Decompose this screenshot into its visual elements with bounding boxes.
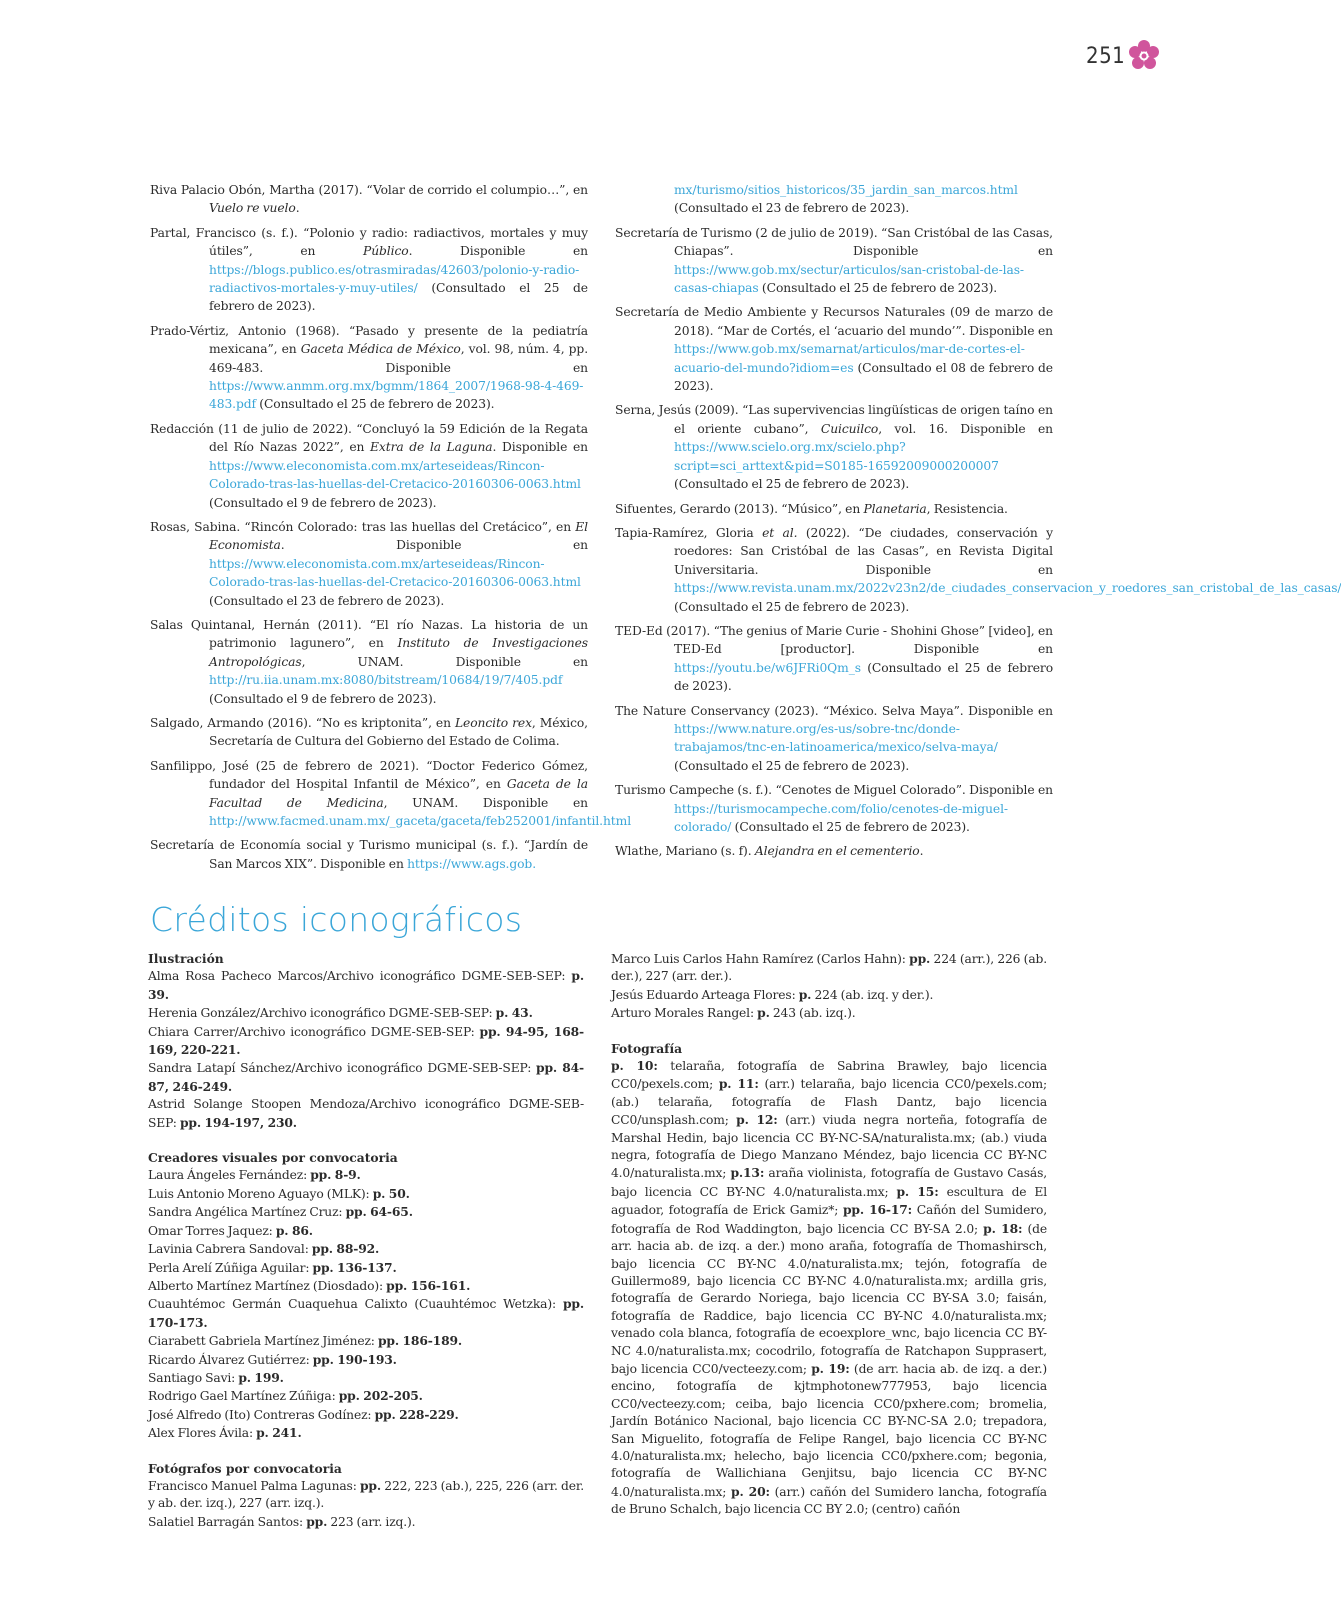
photo-credit-text: araña violinista, fotografía de Gustavo Casás, bajo licencia CC BY-NC 4.0/naturalista.mx;	[611, 1166, 1047, 1199]
credit-name: Astrid Solange Stoopen Mendoza/Archivo iconográfico DGME-SEB-SEP:	[148, 1097, 584, 1130]
photographers-list-continued	[611, 950, 1047, 1023]
reference-text: .	[919, 844, 924, 859]
reference-title: Leoncito rex	[454, 715, 532, 730]
photo-credit-text: escultura de El aguador, fotografía de Erick Gamiz*;	[611, 1184, 1048, 1218]
reference-entry	[150, 757, 632, 831]
credit-name: Arturo Morales Rangel:	[611, 1006, 758, 1021]
reference-text: Tapia-Ramírez, Gloria	[615, 525, 763, 540]
credit-name: Chiara Carrer/Archivo iconográfico DGME-SEB-SEP:	[148, 1024, 480, 1039]
photo-credit-text: telaraña, fotografía de Sabrina Brawley, bajo licencia CC0/pexels.com;	[611, 1059, 1048, 1092]
reference-entry	[615, 781, 1053, 836]
credit-pages: pp. 84-87, 246-249.	[148, 1060, 585, 1094]
reference-text: . Disponible en	[280, 538, 588, 553]
reference-consulted-date: (Consultado el 25 de febrero de 2023).	[255, 397, 495, 412]
credit-name: Rodrigo Gael Martínez Zúñiga:	[148, 1389, 339, 1404]
photo-credit-text: (arr.) telaraña, bajo licencia CC0/pexels.com; (ab.) telaraña, fotografía de Flash Dantz, bajo licencia CC0/unsplash.com;	[611, 1077, 1048, 1128]
reference-entry	[150, 420, 588, 512]
credit-pages: p. 86.	[275, 1222, 313, 1238]
credit-pages: pp. 228-229.	[374, 1406, 459, 1422]
credit-name: Marco Luis Carlos Hahn Ramírez (Carlos Hahn):	[611, 952, 910, 966]
reference-link[interactable]: https://youtu.be/w6JFRi0Qm_s	[674, 660, 861, 675]
credit-line	[148, 1240, 584, 1258]
credit-pages: pp. 194-197, 230.	[179, 1114, 297, 1130]
references-right-column	[615, 181, 1341, 867]
photo-credit-text: Cañón del Sumidero, fotografía de Rod Waddington, bajo licencia CC BY-SA 2.0;	[611, 1203, 1047, 1236]
reference-text: , UNAM. Disponible en	[383, 795, 588, 810]
reference-link[interactable]: http://www.facmed.unam.mx/_gaceta/gaceta/feb252001/infantil.html	[209, 814, 632, 828]
credits-left-column	[148, 950, 584, 1531]
credit-line	[148, 1295, 584, 1332]
credit-line	[148, 1332, 584, 1350]
credit-pages-detail: 224 (ab. izq. y der.).	[811, 987, 934, 1002]
credit-pages: pp. 94-95, 168-169, 220-221.	[148, 1023, 584, 1058]
credit-name: Salatiel Barragán Santos:	[148, 1514, 307, 1529]
photo-page-ref: p. 18:	[983, 1220, 1023, 1236]
reference-entry	[615, 401, 1053, 493]
credit-name: Alma Rosa Pacheco Marcos/Archivo iconográfico DGME-SEB-SEP:	[148, 969, 572, 984]
reference-title: Planetaria	[863, 501, 927, 516]
credit-pages-detail: 243 (ab. izq.).	[769, 1006, 856, 1021]
reference-consulted-date: (Consultado el 25 de febrero de 2023).	[731, 820, 970, 834]
reference-text: Wlathe, Mariano (s. f).	[615, 844, 755, 859]
reference-entry	[150, 616, 588, 708]
credits-right-column	[611, 950, 1047, 1519]
reference-link[interactable]: https://www.anmm.org.mx/bgmm/1864_2007/1968-98-4-469-483.pdf	[209, 379, 584, 412]
credit-line	[148, 1185, 584, 1203]
credit-name: Luis Antonio Moreno Aguayo (MLK):	[148, 1186, 373, 1201]
reference-entry	[150, 714, 588, 751]
credit-line	[148, 1513, 584, 1531]
reference-text: Redacción (11 de julio de 2022). “Concluyó la 59 Edición de la Regata del Río Nazas 2022”, en	[150, 421, 588, 455]
credit-line	[611, 986, 1047, 1004]
credit-line	[611, 950, 1047, 986]
reference-title: Gaceta de la Facultad de Medicina	[209, 777, 588, 810]
reference-text: . Disponible en	[492, 440, 588, 455]
reference-consulted-date: (Consultado el 9 de febrero de 2023).	[209, 691, 437, 706]
page-number: 251	[1086, 44, 1126, 69]
credit-pages: pp. 88-92.	[311, 1241, 380, 1257]
reference-title: Alejandra en el cementerio	[754, 844, 920, 859]
credit-line	[148, 1166, 584, 1184]
reference-consulted-date: (Consultado el 23 de febrero de 2023).	[674, 201, 910, 216]
credit-name: Alex Flores Ávila:	[148, 1426, 257, 1441]
photo-page-ref: pp. 16-17:	[842, 1202, 913, 1218]
credit-pages: pp. 136-137.	[312, 1259, 397, 1275]
credit-pages: p. 39.	[148, 968, 584, 1002]
credit-line	[148, 1369, 584, 1387]
credit-pages: p. 199.	[238, 1369, 284, 1385]
reference-text: Secretaría de Medio Ambiente y Recursos Naturales (09 de marzo de 2018). “Mar de Cortés, el ‘acuario del mundo’”. Disponible en	[615, 305, 1053, 338]
credit-pages: pp. 170-173.	[148, 1296, 584, 1330]
photography-credits-paragraph	[611, 1057, 1047, 1519]
reference-text: Prado-Vértiz, Antonio (1968). “Pasado y presente de la pediatría mexicana”, en	[150, 323, 588, 357]
credit-pages: p. 50.	[372, 1185, 410, 1201]
photo-page-ref: p. 11:	[718, 1076, 759, 1092]
reference-link[interactable]: https://blogs.publico.es/otrasmiradas/42603/polonio-y-radio-radiactivos-mortales-y-muy-utiles/	[209, 262, 580, 296]
references-left-column	[150, 181, 632, 879]
credit-line	[611, 1004, 1047, 1022]
reference-text: Secretaría de Turismo (2 de julio de 2019). “San Cristóbal de las Casas, Chiapas”. Disponible en	[615, 225, 1053, 259]
reference-title: Extra de la Laguna	[370, 440, 493, 455]
reference-text: Secretaría de Economía social y Turismo municipal (s. f.). “Jardín de San Marcos XIX”. Disponible en	[150, 838, 588, 871]
reference-title: Vuelo re vuelo	[209, 201, 296, 216]
reference-title: Público	[363, 244, 409, 259]
credit-name: Alberto Martínez Martínez (Diosdado):	[148, 1278, 387, 1293]
credit-name: José Alfredo (Ito) Contreras Godínez:	[148, 1407, 375, 1422]
credit-pages: p.	[757, 1005, 770, 1021]
credit-pages: pp.	[306, 1513, 328, 1529]
credit-pages: pp. 64-65.	[345, 1204, 413, 1220]
photographers-heading: Fotógrafos por convocatoria	[148, 1460, 342, 1476]
photo-credit-text: (de arr. hacia ab. de izq. a der.) encino, fotografía de kjtmphotonew777953, bajo licencia CC0/vecteezy.com; ceiba, bajo licencia CC0/pxhere.com; bromelia, Jardín Botánico Nacional, bajo licencia CC BY-NC-SA 2.0; trepadora, San Miguelito, fotografía de Felipe Rangel, bajo licencia CC BY-NC 4.0/naturalista.mx; helecho, bajo licencia CC0/pxhere.com; begonia, fotografía de Wallichiana Genjitsu, bajo licencia CC BY-NC 4.0/naturalista.mx;	[611, 1361, 1047, 1499]
credit-line	[148, 1004, 584, 1022]
reference-consulted-date: (Consultado el 25 de febrero de 2023).	[209, 281, 588, 314]
credit-pages: p.	[798, 986, 812, 1002]
flower-ornament-icon	[1126, 38, 1162, 74]
credit-pages: pp. 186-189.	[377, 1333, 463, 1349]
credit-name: Jesús Eduardo Arteaga Flores:	[611, 987, 799, 1002]
photo-page-ref: p. 19:	[811, 1360, 850, 1376]
reference-text: , Resistencia.	[926, 501, 1008, 516]
credit-name: Omar Torres Jaquez:	[148, 1223, 276, 1238]
reference-text: (2022). “De ciudades, conservación y roedores: San Cristóbal de las Casas”, en Revista Digital Universitaria. Disponible en	[674, 525, 1054, 577]
credit-line	[148, 1222, 584, 1240]
reference-link[interactable]: mx/turismo/sitios_historicos/35_jardin_san_marcos.html	[674, 183, 1018, 197]
credit-name: Cuauhtémoc Germán Cuaquehua Calixto (Cuauhtémoc Wetzka):	[148, 1297, 563, 1312]
credit-line	[148, 1351, 584, 1369]
credit-pages-detail: 222, 223 (ab.), 225, 226 (arr. der. y ab. der. izq.), 227 (arr. izq.).	[148, 1478, 584, 1511]
reference-link[interactable]: https://www.gob.mx/sectur/articulos/san-cristobal-de-las-casas-chiapas	[674, 262, 1024, 296]
credit-line	[148, 1259, 584, 1277]
credits-title: Créditos iconográficos	[150, 900, 523, 939]
credit-line	[148, 1023, 584, 1060]
reference-consulted-date: (Consultado el 25 de febrero de 2023).	[674, 477, 910, 492]
credit-pages: pp. 202-205.	[338, 1388, 423, 1404]
reference-entry	[150, 518, 588, 610]
credit-pages: p. 241.	[256, 1425, 302, 1441]
reference-link[interactable]: http://ru.iia.unam.mx:8080/bitstream/10684/19/7/405.pdf	[209, 673, 563, 688]
reference-title: El Economista	[209, 519, 588, 553]
credit-name: Santiago Savi:	[148, 1370, 239, 1385]
reference-entry	[615, 181, 1053, 218]
credit-name: Sandra Latapí Sánchez/Archivo iconográfico DGME-SEB-SEP:	[148, 1061, 537, 1076]
credit-pages: pp. 190-193.	[312, 1351, 397, 1367]
reference-consulted-date: (Consultado el 25 de febrero de 2023).	[674, 599, 910, 614]
reference-title: Gaceta Médica de México	[300, 342, 461, 357]
credit-name: Ricardo Álvarez Gutiérrez:	[148, 1352, 313, 1367]
reference-entry	[150, 181, 588, 218]
credit-line	[148, 967, 584, 1004]
credit-pages-detail: 223 (arr. izq.).	[327, 1514, 416, 1529]
visual-creators-heading: Creadores visuales por convocatoria	[148, 1150, 398, 1166]
reference-text: , México, Secretaría de Cultura del Gobierno del Estado de Colima.	[209, 715, 588, 749]
credit-name: Francisco Manuel Palma Lagunas:	[148, 1478, 360, 1493]
illustration-heading: Ilustración	[148, 951, 224, 966]
photo-credit-text: (arr.) cañón del Sumidero lancha, fotografía de Bruno Schalch, bajo licencia CC BY 2.0; (centro) cañón	[611, 1484, 1047, 1517]
reference-consulted-date: (Consultado el 23 de febrero de 2023).	[209, 593, 445, 608]
credit-line	[148, 1096, 584, 1132]
reference-link[interactable]: https://www.scielo.org.mx/scielo.php?script=sci_arttext&pid=S0185-16592009000200007	[674, 440, 999, 473]
credit-line	[148, 1406, 584, 1424]
reference-text: Turismo Campeche (s. f.). “Cenotes de Miguel Colorado”. Disponible en	[615, 783, 1053, 798]
illustration-list	[148, 967, 584, 1132]
credit-line	[148, 1203, 584, 1221]
photo-page-ref: p. 20:	[731, 1483, 770, 1499]
reference-text: Riva Palacio Obón, Martha (2017). “Volar de corrido el columpio…”, en	[150, 183, 588, 197]
reference-link[interactable]: https://www.nature.org/es-us/sobre-tnc/donde-trabajamos/tnc-en-latinoamerica/mexico/selva-maya/	[674, 721, 998, 755]
reference-text: TED-Ed (2017). “The genius of Marie Curie - Shohini Ghose” [video], en TED-Ed [productor]. Disponible en	[615, 623, 1053, 657]
reference-entry	[615, 500, 1053, 518]
reference-entry	[615, 842, 1053, 860]
reference-text: . Disponible en	[408, 244, 588, 259]
credit-line	[148, 1277, 584, 1295]
reference-link[interactable]: https://www.gob.mx/semarnat/articulos/mar-de-cortes-el-acuario-del-mundo?idiom=es	[674, 342, 1025, 375]
reference-title: et al.	[762, 525, 798, 540]
reference-text: Serna, Jesús (2009). “Las supervivencias lingüísticas de origen taíno en el oriente cubano”,	[615, 403, 1053, 436]
credit-name: Lavinia Cabrera Sandoval:	[148, 1242, 312, 1257]
reference-entry	[615, 224, 1053, 298]
reference-text: Sanfilippo, José (25 de febrero de 2021). “Doctor Federico Gómez, fundador del Hospital Infantil de México”, en	[150, 758, 588, 792]
visual-creators-list	[148, 1166, 584, 1442]
reference-entry	[615, 524, 1341, 616]
credit-pages: p. 43.	[495, 1005, 533, 1021]
reference-consulted-date: (Consultado el 25 de febrero de 2023).	[674, 660, 1053, 694]
reference-consulted-date: (Consultado el 9 de febrero de 2023).	[209, 495, 437, 510]
reference-link[interactable]: https://www.revista.unam.mx/2022v23n2/de_ciudades_conservacion_y_roedores_san_cristobal_de_las_casas/	[674, 581, 1341, 596]
credit-name: Herenia González/Archivo iconográfico DGME-SEB-SEP:	[148, 1006, 496, 1021]
credit-name: Ciarabett Gabriela Martínez Jiménez:	[148, 1334, 378, 1349]
reference-entry	[150, 836, 588, 873]
reference-title: Instituto de Investigaciones Antropológicas	[209, 636, 588, 669]
reference-entry	[615, 303, 1053, 395]
credit-name: Perla Arelí Zúñiga Aguilar:	[148, 1260, 313, 1275]
reference-text: Rosas, Sabina. “Rincón Colorado: tras las huellas del Cretácico”, en	[150, 519, 576, 534]
credit-pages: pp.	[909, 951, 931, 966]
reference-consulted-date: (Consultado el 25 de febrero de 2023).	[674, 758, 910, 773]
reference-entry	[615, 622, 1053, 696]
reference-entry	[150, 224, 588, 316]
reference-link[interactable]: https://www.eleconomista.com.mx/arteseideas/Rincon-Colorado-tras-las-huellas-del-Cretacico-20160306-0063.html	[209, 556, 581, 590]
reference-link[interactable]: https://turismocampeche.com/folio/cenotes-de-miguel-colorado/	[674, 801, 1008, 834]
reference-title: Cuicuilco	[820, 421, 879, 436]
reference-consulted-date: (Consultado el 25 de febrero de 2023).	[758, 281, 998, 296]
reference-text: .	[295, 201, 300, 216]
photo-page-ref: p.13:	[730, 1165, 765, 1181]
credit-pages: pp. 8-9.	[310, 1167, 361, 1183]
photo-page-ref: p. 12:	[736, 1112, 778, 1128]
reference-text: , vol. 16. Disponible en	[878, 421, 1053, 436]
photo-credit-text: (de arr. hacia ab. de izq. a der.) mono araña, fotografía de Thomashirsch, bajo licencia CC BY-NC 4.0/naturalista.mx; tejón, fotografía de Guillermo89, bajo licencia CC BY-NC 4.0/naturalista.mx; ardilla gris, fotografía de Gerardo Noriega, bajo licencia CC BY-SA 3.0; faisán, fotografía de Raddice, bajo licencia CC BY-NC 4.0/naturalista.mx; venado cola blanca, fotografía de ecoexplore_wnc, bajo licencia CC BY-NC 4.0/naturalista.mx; cocodrilo, fotografía de Ratchapon Supprasert, bajo licencia CC0/vecteezy.com;	[611, 1221, 1047, 1376]
reference-entry	[150, 322, 588, 414]
reference-link[interactable]: https://www.ags.gob.	[407, 856, 537, 871]
reference-text: Salgado, Armando (2016). “No es kriptonita”, en	[150, 715, 455, 730]
reference-text: The Nature Conservancy (2023). “México. Selva Maya”. Disponible en	[615, 703, 1053, 718]
credit-pages: pp.	[359, 1477, 381, 1493]
credit-line	[148, 1477, 584, 1513]
photographers-list	[148, 1477, 584, 1531]
reference-entry	[615, 702, 1053, 776]
credit-name: Laura Ángeles Fernández:	[148, 1168, 311, 1183]
photo-page-ref: p. 10:	[611, 1058, 658, 1074]
reference-text: Partal, Francisco (s. f.). “Polonio y radio: radiactivos, mortales y muy útiles”, en	[150, 225, 588, 259]
credit-line	[148, 1059, 584, 1096]
reference-text: Sifuentes, Gerardo (2013). “Músico”, en	[615, 501, 864, 516]
credit-pages: pp. 156-161.	[386, 1277, 471, 1293]
credit-pages-detail: 224 (arr.), 226 (ab. der.), 227 (arr. der.).	[611, 952, 1047, 984]
credit-line	[148, 1387, 584, 1405]
reference-text: , vol. 98, núm. 4, pp. 469-483. Disponible en	[209, 342, 589, 375]
credit-name: Sandra Angélica Martínez Cruz:	[148, 1205, 346, 1220]
photography-heading: Fotografía	[611, 1040, 683, 1056]
reference-text: Salas Quintanal, Hernán (2011). “El río Nazas. La historia de un patrimonio lagunero”, en	[150, 617, 588, 651]
reference-consulted-date: (Consultado el 08 de febrero de 2023).	[674, 360, 1053, 394]
reference-link[interactable]: https://www.eleconomista.com.mx/arteseideas/Rincon-Colorado-tras-las-huellas-del-Cretacico-20160306-0063.html	[209, 458, 581, 492]
reference-text: , UNAM. Disponible en	[301, 654, 588, 669]
credit-line	[148, 1424, 584, 1442]
photo-credit-text: (arr.) viuda negra norteña, fotografía de Marshal Hedin, bajo licencia CC BY-NC-SA/naturalista.mx; (ab.) viuda negra, fotografía de Diego Manzano Méndez, bajo licencia CC BY-NC 4.0/naturalista.mx;	[611, 1113, 1048, 1181]
photo-page-ref: p. 15:	[896, 1183, 939, 1199]
